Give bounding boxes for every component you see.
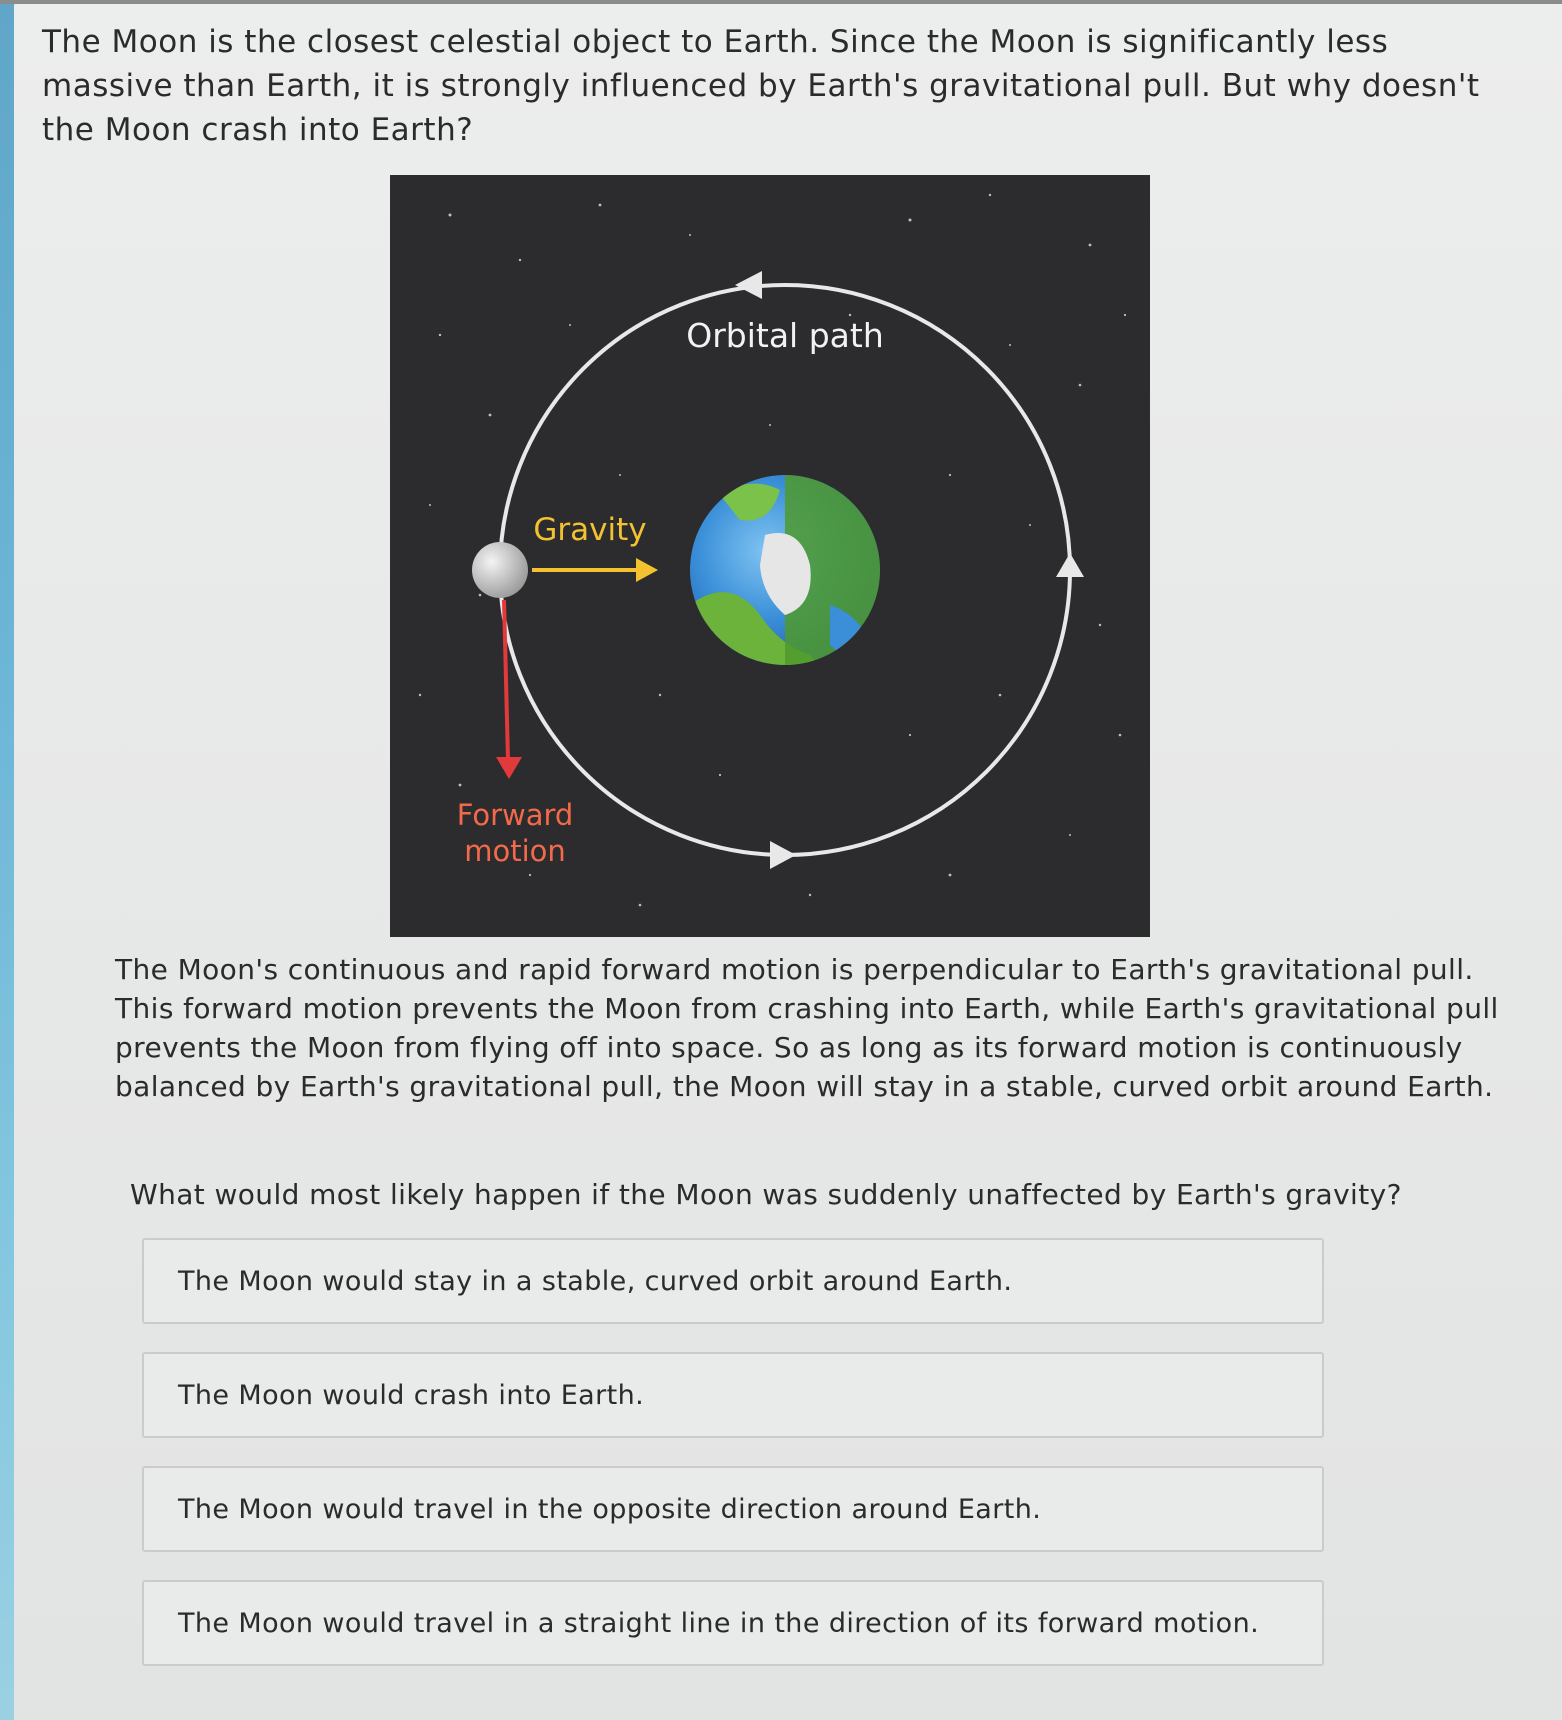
gravity-arrow (532, 558, 658, 582)
forward-motion-label-line1: Forward (456, 798, 574, 832)
answer-choice-1[interactable]: The Moon would stay in a stable, curved orbit around Earth. (142, 1238, 1324, 1324)
answer-choices (142, 1238, 1324, 1694)
answer-choice-2[interactable]: The Moon would crash into Earth. (142, 1352, 1324, 1438)
orbit-arrow-right (1056, 553, 1084, 577)
orbit-arrow-top (735, 271, 762, 299)
gravity-label: Gravity (533, 512, 647, 548)
orbit-diagram (390, 175, 1150, 937)
intro-paragraph: The Moon is the closest celestial object to Earth. Since the Moon is significantly less massive than Earth, it is strongly influenced by Earth's gravitational pull. But why doesn't the Moon crash into Earth? (42, 24, 1480, 148)
answer-choice-3[interactable]: The Moon would travel in the opposite direction around Earth. (142, 1466, 1324, 1552)
moon-icon (472, 542, 528, 598)
explanation-paragraph: The Moon's continuous and rapid forward motion is perpendicular to Earth's gravitational pull. This forward motion prevents the Moon from crashing into Earth, while Earth's gravitational pull prevents the Moon from flying off into space. So as long as its forward motion is continuously balanced by Earth's gravitational pull, the Moon will stay in a stable, curved orbit around Earth. (115, 953, 1499, 1103)
top-border (0, 0, 1562, 4)
forward-motion-label-line2: motion (464, 834, 566, 868)
answer-choice-4[interactable]: The Moon would travel in a straight line in the direction of its forward motion. (142, 1580, 1324, 1666)
earth-icon (690, 475, 890, 698)
forward-motion-arrow (496, 600, 522, 779)
question-text: What would most likely happen if the Moon was suddenly unaffected by Earth's gravity? (130, 1178, 1402, 1211)
orbital-path-label: Orbital path (686, 316, 884, 355)
orbit-arrow-bottom (770, 841, 796, 869)
